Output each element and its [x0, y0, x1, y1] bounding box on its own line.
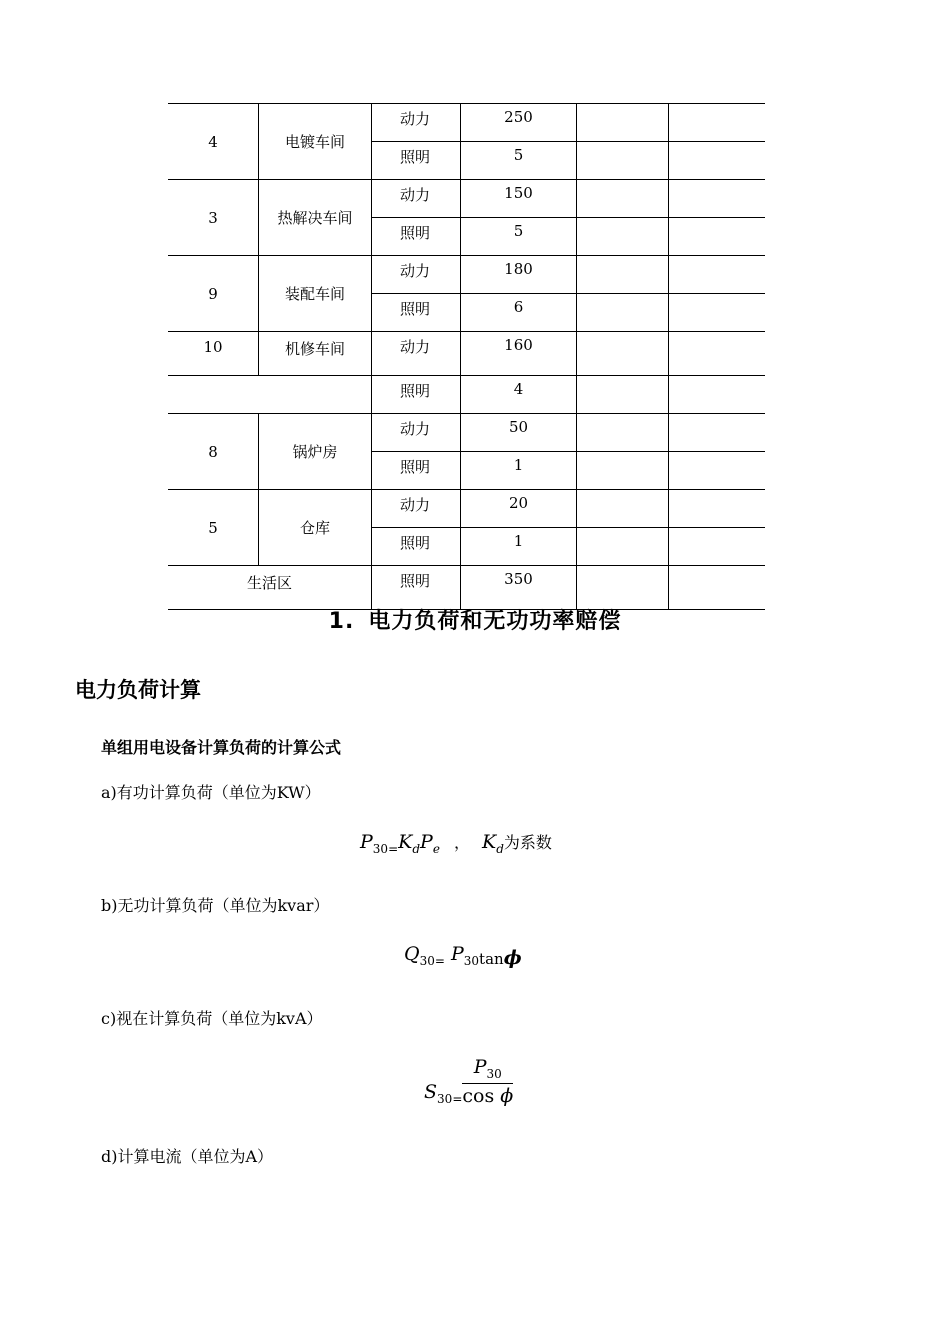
empty-cell	[669, 528, 766, 566]
installed-capacity: 250	[461, 104, 577, 142]
empty-cell	[669, 490, 766, 528]
formula-symbol: K	[482, 831, 497, 853]
table-row	[168, 104, 765, 142]
formula-symbol: ϕ	[500, 1085, 514, 1107]
formula-s30	[424, 1056, 513, 1107]
load-type: 照明	[372, 376, 461, 414]
formula-symbol: Q	[404, 943, 420, 965]
formula-p30	[360, 830, 552, 856]
installed-capacity: 150	[461, 180, 577, 218]
paragraph-apparent-load: c)视在计算负荷（单位为kvA）	[101, 1009, 323, 1028]
workshop-name: 仓库	[259, 490, 372, 566]
paragraph-current: d)计算电流（单位为A）	[101, 1147, 274, 1166]
empty-cell	[577, 104, 669, 142]
load-type: 动力	[372, 256, 461, 294]
formula-function: tan	[479, 950, 504, 968]
empty-cell	[669, 332, 766, 376]
workshop-name: 锅炉房	[259, 414, 372, 490]
installed-capacity: 160	[461, 332, 577, 376]
formula-equals: =	[434, 954, 445, 968]
empty-cell	[577, 414, 669, 452]
empty-cell	[577, 528, 669, 566]
installed-capacity: 1	[461, 452, 577, 490]
formula-subscript: d	[496, 842, 504, 856]
empty-cell	[577, 142, 669, 180]
installed-capacity: 180	[461, 256, 577, 294]
formula-subscript: e	[432, 842, 440, 856]
load-type: 动力	[372, 332, 461, 376]
table-row	[168, 376, 765, 414]
workshop-name: 机修车间	[259, 332, 372, 376]
empty-cell	[577, 566, 669, 610]
load-table	[168, 103, 765, 610]
empty-cell	[577, 256, 669, 294]
empty-cell	[577, 490, 669, 528]
workshop-number: 10	[168, 332, 259, 376]
formula-function: cos	[462, 1085, 495, 1107]
subsection-heading: 电力负荷计算	[75, 678, 201, 702]
load-type: 照明	[372, 294, 461, 332]
section-title: 电力负荷和无功功率赔偿	[368, 609, 622, 634]
load-type: 照明	[372, 142, 461, 180]
workshop-number: 5	[168, 490, 259, 566]
installed-capacity: 20	[461, 490, 577, 528]
formula-symbol: K	[398, 831, 413, 853]
load-type: 动力	[372, 180, 461, 218]
installed-capacity: 5	[461, 142, 577, 180]
formula-symbol: S	[424, 1081, 438, 1103]
formula-separator: ，	[453, 833, 470, 852]
formula-subscript: 30	[372, 842, 389, 856]
empty-cell	[669, 452, 766, 490]
installed-capacity: 50	[461, 414, 577, 452]
paragraph-active-load: a)有功计算负荷（单位为KW）	[101, 783, 321, 802]
workshop-name: 生活区	[168, 566, 372, 610]
installed-capacity: 4	[461, 376, 577, 414]
table-row	[168, 490, 765, 528]
formula-equals: =	[452, 1092, 463, 1106]
table-row	[168, 332, 765, 376]
workshop-name: 装配车间	[259, 256, 372, 332]
empty-cell	[577, 376, 669, 414]
empty-cell	[669, 376, 766, 414]
installed-capacity: 1	[461, 528, 577, 566]
empty-cell	[669, 218, 766, 256]
table-row	[168, 256, 765, 294]
formula-subscript: d	[412, 842, 421, 856]
workshop-name: 热解决车间	[259, 180, 372, 256]
empty-cell	[577, 332, 669, 376]
empty-cell	[577, 218, 669, 256]
empty-cell	[577, 294, 669, 332]
empty-cell	[669, 256, 766, 294]
formula-symbol: P	[360, 831, 373, 853]
installed-capacity: 6	[461, 294, 577, 332]
load-type: 照明	[372, 218, 461, 256]
empty-cell	[577, 180, 669, 218]
workshop-number: 9	[168, 256, 259, 332]
workshop-number: 8	[168, 414, 259, 490]
formula-q30	[404, 943, 522, 969]
section-number: 1.	[328, 609, 355, 634]
empty-cell	[168, 376, 372, 414]
workshop-number: 3	[168, 180, 259, 256]
load-type: 照明	[372, 566, 461, 610]
load-type: 动力	[372, 104, 461, 142]
empty-cell	[577, 452, 669, 490]
formula-equals: =	[388, 842, 399, 856]
formula-subscript: 30	[419, 954, 435, 968]
empty-cell	[669, 180, 766, 218]
formula-symbol: P	[450, 943, 464, 965]
load-type: 动力	[372, 414, 461, 452]
formula-subscript: 30	[486, 1067, 502, 1081]
formula-fraction	[462, 1056, 513, 1107]
formula-note: 为系数	[503, 833, 552, 852]
formula-subscript: 30	[463, 954, 480, 968]
workshop-number: 4	[168, 104, 259, 180]
subsubsection-heading: 单组用电设备计算负荷的计算公式	[101, 738, 342, 757]
table-row	[168, 180, 765, 218]
load-type: 照明	[372, 528, 461, 566]
empty-cell	[669, 294, 766, 332]
installed-capacity: 5	[461, 218, 577, 256]
empty-cell	[669, 414, 766, 452]
section-heading	[0, 604, 950, 635]
empty-cell	[669, 142, 766, 180]
table-row	[168, 566, 765, 610]
table-row	[168, 414, 765, 452]
formula-symbol: P	[473, 1056, 487, 1078]
installed-capacity: 350	[461, 566, 577, 610]
load-type: 照明	[372, 452, 461, 490]
empty-cell	[669, 566, 766, 610]
formula-symbol: ϕ	[503, 947, 522, 969]
formula-symbol: P	[420, 831, 433, 853]
workshop-name: 电镀车间	[259, 104, 372, 180]
paragraph-reactive-load: b)无功计算负荷（单位为kvar）	[101, 896, 330, 915]
load-type: 动力	[372, 490, 461, 528]
empty-cell	[669, 104, 766, 142]
formula-subscript: 30	[437, 1092, 453, 1106]
